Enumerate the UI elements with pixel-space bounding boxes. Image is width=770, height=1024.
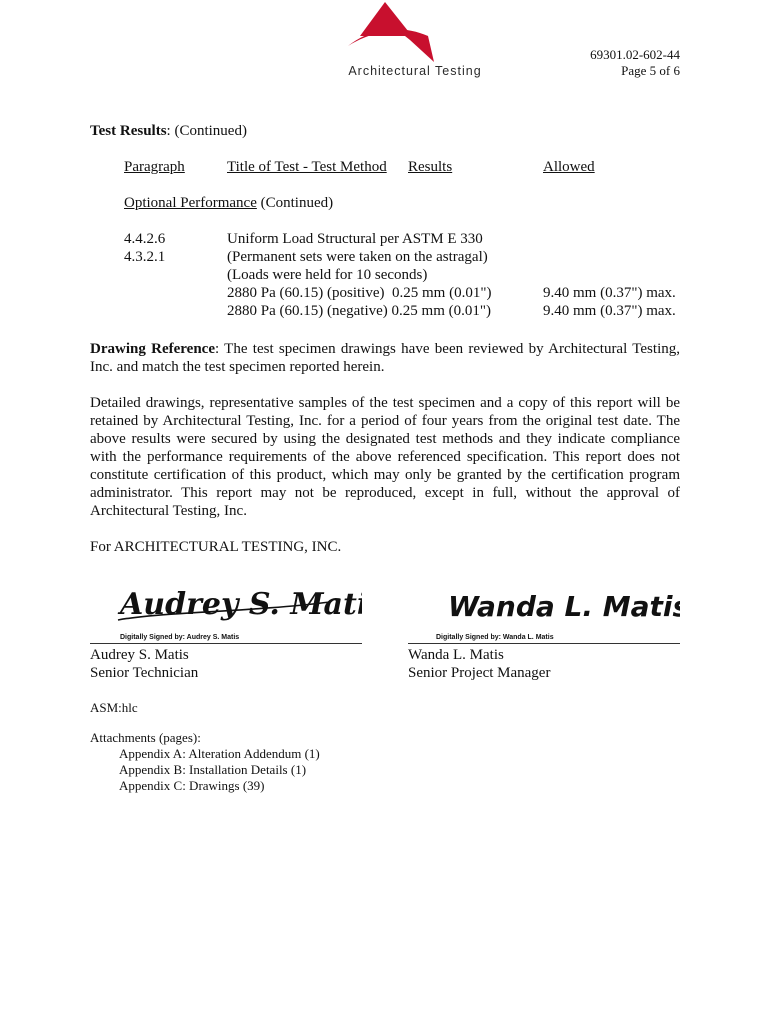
- drawing-reference-label: Drawing Reference: [90, 341, 215, 357]
- result-value: 0.25 mm (0.01"): [391, 285, 492, 301]
- handwritten-signature-icon: [408, 572, 680, 634]
- result-value: 0.25 mm (0.01"): [391, 303, 491, 319]
- logo-mark-icon: [330, 2, 500, 64]
- result-row: [227, 302, 491, 320]
- heading-label: Test Results: [90, 123, 167, 139]
- signature-caption: Digitally Signed by: Wanda L. Matis: [436, 634, 554, 641]
- allowed-value: 9.40 mm (0.37") max.: [543, 303, 676, 319]
- signature-1: [90, 572, 362, 634]
- signature-line: [90, 643, 362, 644]
- signer-title: Senior Project Manager: [408, 665, 551, 681]
- signer-title: Senior Technician: [90, 665, 199, 681]
- signature-script: Wanda L. Matis: [448, 590, 680, 623]
- retention-paragraph: Detailed drawings, representative samples of the test specimen and a copy of this report will be retained by Architectural Testing, Inc. for a period of four years from the original test date. The above results were secured by using the designated test methods and they indicate compliance with the performance requirements of the above referenced specification. This report does not constitute certification of this product, which may only be granted by the certification program administrator. This report may not be reproduced, except in full, without the approval of Architectural Testing, Inc.: [90, 395, 680, 519]
- report-reference: [590, 47, 680, 79]
- column-paragraph: Paragraph: [124, 159, 185, 175]
- drawing-reference-text: : The test specimen drawings have been reviewed by Architectural Testing, Inc. and match the test specimen reported herein.: [90, 341, 680, 375]
- column-allowed: Allowed: [543, 159, 595, 175]
- allowed-value: 9.40 mm (0.37") max.: [543, 285, 676, 301]
- test-title-line: (Permanent sets were taken on the astragal): [227, 249, 488, 265]
- handwritten-signature-icon: [90, 572, 362, 634]
- result-row: [227, 284, 491, 302]
- attachments-title: Attachments (pages):: [90, 730, 201, 745]
- attachment-item: Appendix C: Drawings (39): [119, 778, 265, 793]
- paragraph-ref: 4.4.2.6: [124, 231, 166, 247]
- attachment-item: Appendix B: Installation Details (1): [119, 762, 307, 777]
- drawing-reference: [90, 340, 680, 376]
- section-title-label: Optional Performance: [124, 195, 257, 211]
- column-title: Title of Test - Test Method: [227, 159, 387, 175]
- section-title: [124, 194, 333, 212]
- load-value: 2880 Pa (60.15) (positive): [227, 285, 385, 301]
- company-name: Architectural Testing: [348, 64, 482, 78]
- signer-name: Audrey S. Matis: [90, 647, 189, 663]
- column-results: Results: [408, 159, 453, 175]
- test-results-heading: [90, 122, 247, 140]
- test-title-line: Uniform Load Structural per ASTM E 330: [227, 231, 483, 247]
- signer-name: Wanda L. Matis: [408, 647, 504, 663]
- paragraph-ref: 4.3.2.1: [124, 249, 166, 265]
- signature-caption: Digitally Signed by: Audrey S. Matis: [120, 634, 240, 641]
- section-title-suffix: (Continued): [256, 195, 334, 211]
- page-number: Page 5 of 6: [621, 63, 680, 78]
- signature-script: Audrey S. Matis: [120, 587, 362, 622]
- attachment-item: Appendix A: Alteration Addendum (1): [119, 746, 320, 761]
- test-title-line: (Loads were held for 10 seconds): [227, 267, 428, 283]
- company-logo: [330, 2, 500, 80]
- for-company-line: For ARCHITECTURAL TESTING, INC.: [90, 539, 342, 555]
- signature-2: [408, 572, 680, 634]
- report-number: 69301.02-602-44: [590, 47, 680, 62]
- initials: ASM:hlc: [90, 700, 138, 715]
- signature-line: [408, 643, 680, 644]
- load-value: 2880 Pa (60.15) (negative): [227, 303, 388, 319]
- heading-suffix: : (Continued): [166, 123, 247, 139]
